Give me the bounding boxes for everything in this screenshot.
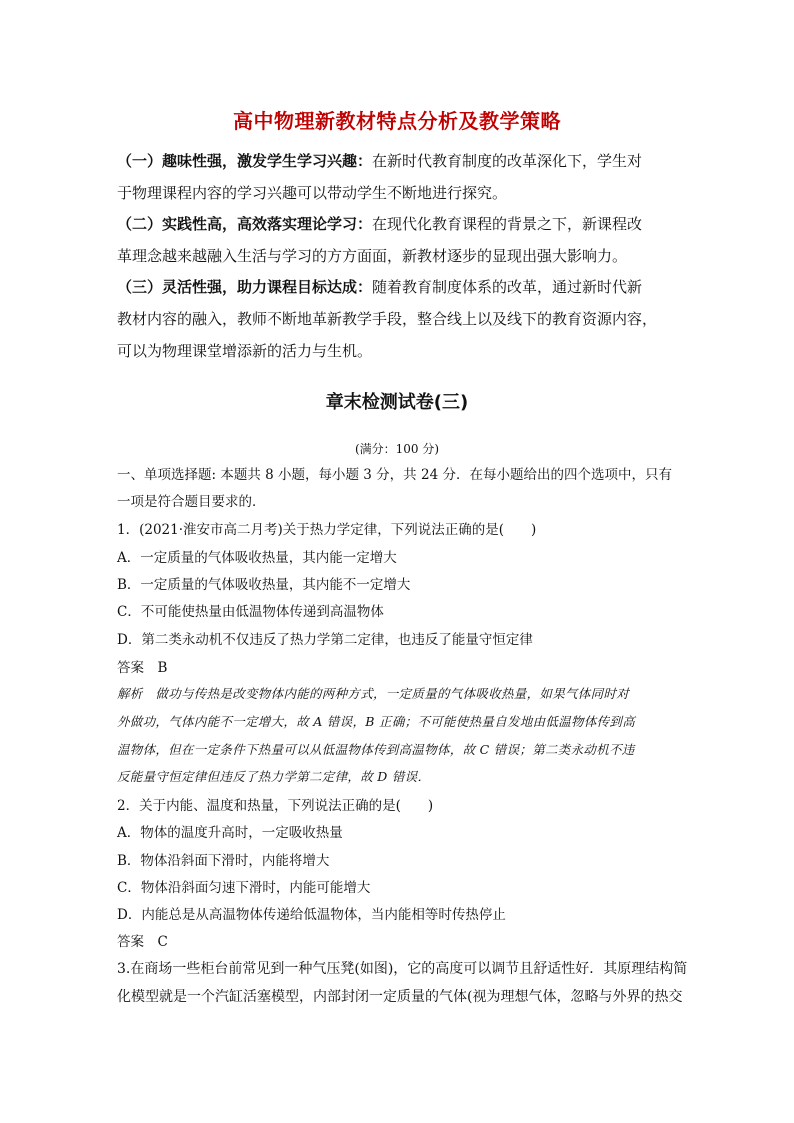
question-1-option-d: D．第二类永动机不仅违反了热力学第二定律，也违反了能量守恒定律 xyxy=(117,632,533,648)
question-2-option-d: D．内能总是从高温物体传递给低温物体，当内能相等时传热停止 xyxy=(117,907,506,923)
question-3-stem: 3.在商场一些柜台前常见到一种气压凳(如图)，它的高度可以调节且舒适性好．其原理结构简 xyxy=(117,961,688,977)
question-1-option-b: B．一定质量的气体吸收热量，其内能不一定增大 xyxy=(117,577,411,593)
question-1-stem: 1．(2021·淮安市高二月考)关于热力学定律，下列说法正确的是( ) xyxy=(117,522,537,538)
question-2-option-b: B．物体沿斜面下滑时，内能将增大 xyxy=(117,853,330,869)
question-1-explanation: 外做功，气体内能不一定增大，故 A 错误，B 正确；不可能使热量自发地由低温物体传到高 xyxy=(117,714,636,729)
intro-text: 可以为物理课堂增添新的活力与生机。 xyxy=(117,342,373,360)
document-title: 高中物理新教材特点分析及教学策略 xyxy=(233,109,561,133)
question-1-option-c: C．不可能使热量由低温物体传递到高温物体 xyxy=(117,604,384,620)
intro-paragraph-1 xyxy=(117,145,677,209)
intro-lead: （一）趣味性强，激发学生学习兴趣： xyxy=(117,152,373,170)
exam-title: 章末检测试卷(三) xyxy=(325,392,469,413)
exam-score: (满分：100 分) xyxy=(354,442,440,456)
question-2-stem: 2．关于内能、温度和热量，下列说法正确的是( ) xyxy=(117,798,434,814)
question-1-explanation: 温物体，但在一定条件下热量可以从低温物体传到高温物体，故 C 错误；第二类永动机不违 xyxy=(117,742,635,757)
intro-text: 在现代化教育课程的背景之下，新课程改 xyxy=(372,215,643,233)
question-2-option-c: C．物体沿斜面匀速下滑时，内能可能增大 xyxy=(117,880,371,896)
intro-paragraph-3 xyxy=(117,271,677,367)
question-2-option-a: A．物体的温度升高时，一定吸收热量 xyxy=(117,825,343,841)
intro-text: 教材内容的融入，教师不断地革新教学手段，整合线上以及线下的教育资源内容， xyxy=(117,310,658,328)
question-3-stem: 化模型就是一个汽缸活塞模型，内部封闭一定质量的气体(视为理想气体，忽略与外界的热交 xyxy=(117,989,683,1005)
intro-lead: （二）实践性高，高效落实理论学习： xyxy=(117,215,373,233)
question-2-answer: 答案 C xyxy=(117,934,168,950)
section-instruction: 一项是符合题目要求的． xyxy=(117,494,266,510)
question-1-explanation: 反能量守恒定律但违反了热力学第二定律，故 D 错误． xyxy=(117,769,431,784)
intro-text: 随着教育制度体系的改革，通过新时代新 xyxy=(372,278,643,296)
intro-text: 革理念越来越融入生活与学习的方方面面，新教材逐步的显现出强大影响力。 xyxy=(117,247,628,265)
question-1-explanation: 解析 做功与传热是改变物体内能的两种方式，一定质量的气体吸收热量，如果气体同时对 xyxy=(117,686,630,701)
question-1-answer: 答案 B xyxy=(117,660,168,676)
intro-text: 于物理课程内容的学习兴趣可以带动学生不断地进行探究。 xyxy=(117,184,508,202)
section-instruction: 一、单项选择题: 本题共 8 小题，每小题 3 分，共 24 分．在每小题给出的四个选项中，只有 xyxy=(117,467,672,483)
intro-paragraph-2 xyxy=(117,208,677,272)
intro-text: 在新时代教育制度的改革深化下，学生对 xyxy=(372,152,643,170)
question-1-option-a: A．一定质量的气体吸收热量，其内能一定增大 xyxy=(117,550,397,566)
intro-lead: （三）灵活性强，助力课程目标达成： xyxy=(117,278,373,296)
